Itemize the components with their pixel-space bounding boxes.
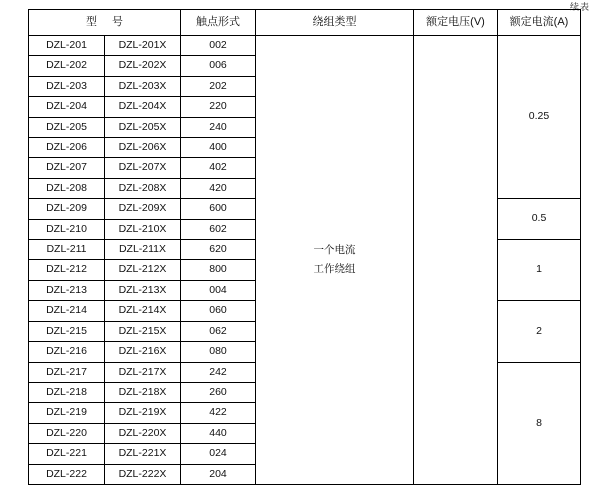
- cell-model-a: DZL-216: [29, 342, 105, 362]
- cell-contact-form: 004: [181, 280, 256, 300]
- continued-label: 续表: [569, 2, 590, 12]
- cell-model-b: DZL-211X: [105, 240, 181, 260]
- cell-model-b: DZL-221X: [105, 444, 181, 464]
- cell-model-b: DZL-207X: [105, 158, 181, 178]
- cell-contact-form: 024: [181, 444, 256, 464]
- cell-contact-form: 440: [181, 423, 256, 443]
- cell-contact-form: 402: [181, 158, 256, 178]
- cell-rated-voltage: [414, 36, 498, 485]
- column-header-model: 型 号: [29, 10, 181, 36]
- cell-contact-form: 202: [181, 76, 256, 96]
- cell-model-b: DZL-220X: [105, 423, 181, 443]
- cell-model-b: DZL-204X: [105, 97, 181, 117]
- cell-contact-form: 240: [181, 117, 256, 137]
- cell-contact-form: 420: [181, 178, 256, 198]
- cell-model-a: DZL-202: [29, 56, 105, 76]
- cell-rated-current: 1: [498, 240, 581, 301]
- table-header: [29, 10, 581, 36]
- cell-contact-form: 080: [181, 342, 256, 362]
- cell-contact-form: 800: [181, 260, 256, 280]
- column-header-winding-type: 绕组类型: [256, 10, 414, 36]
- cell-model-a: DZL-220: [29, 423, 105, 443]
- column-header-rated-current: 额定电流(A): [498, 10, 581, 36]
- cell-model-b: DZL-202X: [105, 56, 181, 76]
- cell-rated-current: 8: [498, 362, 581, 484]
- cell-model-a: DZL-205: [29, 117, 105, 137]
- cell-contact-form: 060: [181, 301, 256, 321]
- table-header-row: [29, 10, 581, 36]
- cell-model-b: DZL-205X: [105, 117, 181, 137]
- cell-contact-form: 602: [181, 219, 256, 239]
- cell-model-a: DZL-207: [29, 158, 105, 178]
- cell-model-a: DZL-213: [29, 280, 105, 300]
- cell-model-b: DZL-210X: [105, 219, 181, 239]
- cell-model-a: DZL-217: [29, 362, 105, 382]
- cell-model-a: DZL-209: [29, 199, 105, 219]
- cell-model-a: DZL-222: [29, 464, 105, 484]
- cell-contact-form: 242: [181, 362, 256, 382]
- cell-contact-form: 260: [181, 382, 256, 402]
- cell-model-b: DZL-209X: [105, 199, 181, 219]
- cell-model-b: DZL-219X: [105, 403, 181, 423]
- cell-model-b: DZL-216X: [105, 342, 181, 362]
- cell-model-b: DZL-222X: [105, 464, 181, 484]
- cell-contact-form: 006: [181, 56, 256, 76]
- cell-contact-form: 002: [181, 36, 256, 56]
- cell-contact-form: 062: [181, 321, 256, 341]
- cell-rated-current: 0.5: [498, 199, 581, 240]
- table-body: [29, 36, 581, 485]
- cell-model-b: DZL-218X: [105, 382, 181, 402]
- cell-model-a: DZL-206: [29, 138, 105, 158]
- cell-model-b: DZL-213X: [105, 280, 181, 300]
- table-row: [29, 36, 581, 56]
- cell-contact-form: 220: [181, 97, 256, 117]
- cell-model-a: DZL-214: [29, 301, 105, 321]
- cell-model-a: DZL-221: [29, 444, 105, 464]
- winding-type-line-1: 一个电流: [313, 243, 356, 256]
- cell-contact-form: 600: [181, 199, 256, 219]
- cell-model-a: DZL-203: [29, 76, 105, 96]
- cell-model-b: DZL-206X: [105, 138, 181, 158]
- cell-model-b: DZL-212X: [105, 260, 181, 280]
- winding-type-line-2: 工作绕组: [313, 262, 356, 275]
- cell-rated-current: 0.25: [498, 36, 581, 199]
- cell-model-a: DZL-215: [29, 321, 105, 341]
- cell-contact-form: 620: [181, 240, 256, 260]
- cell-winding-type: [256, 36, 414, 485]
- cell-model-a: DZL-218: [29, 382, 105, 402]
- cell-rated-current: 2: [498, 301, 581, 362]
- column-header-rated-voltage: 额定电压(V): [414, 10, 498, 36]
- cell-contact-form: 204: [181, 464, 256, 484]
- cell-model-a: DZL-211: [29, 240, 105, 260]
- cell-model-b: DZL-215X: [105, 321, 181, 341]
- cell-contact-form: 422: [181, 403, 256, 423]
- cell-model-a: DZL-201: [29, 36, 105, 56]
- cell-model-a: DZL-204: [29, 97, 105, 117]
- cell-model-a: DZL-219: [29, 403, 105, 423]
- cell-model-b: DZL-203X: [105, 76, 181, 96]
- cell-model-a: DZL-210: [29, 219, 105, 239]
- cell-model-b: DZL-208X: [105, 178, 181, 198]
- specification-table: [28, 9, 581, 485]
- column-header-contact-form: 触点形式: [181, 10, 256, 36]
- cell-contact-form: 400: [181, 138, 256, 158]
- cell-model-a: DZL-212: [29, 260, 105, 280]
- cell-model-b: DZL-217X: [105, 362, 181, 382]
- cell-model-b: DZL-214X: [105, 301, 181, 321]
- cell-model-a: DZL-208: [29, 178, 105, 198]
- cell-model-b: DZL-201X: [105, 36, 181, 56]
